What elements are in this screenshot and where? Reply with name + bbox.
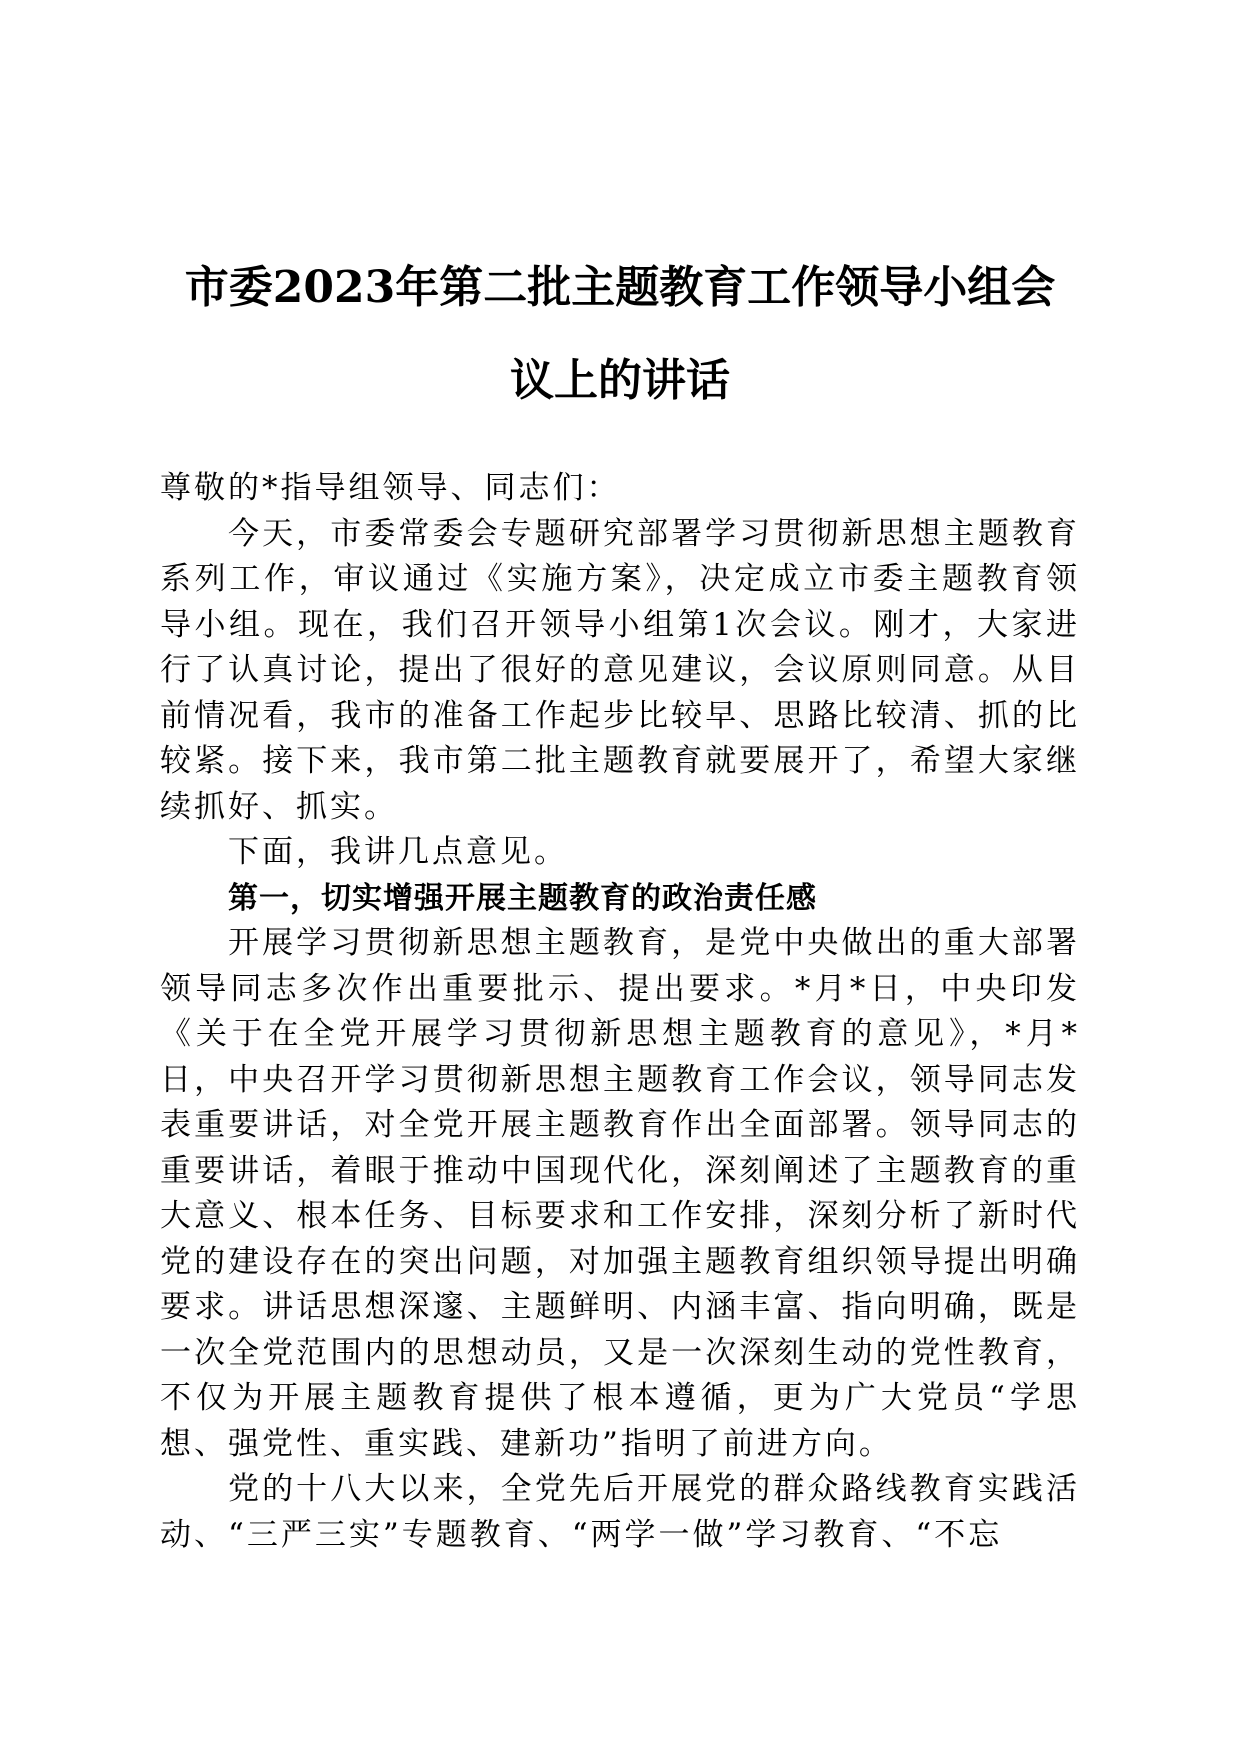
paragraph-transition: 下面，我讲几点意见。 (228, 834, 568, 870)
document-body (160, 466, 1080, 1558)
salutation: 尊敬的*指导组领导、同志们： (160, 470, 621, 506)
document-title-line-2: 议上的讲话 (510, 355, 730, 406)
paragraph-deployment: 开展学习贯彻新思想主题教育，是党中央做出的重大部署领导同志多次作出重要批示、提出要求。*月*日，中央印发《关于在全党开展学习贯彻新思想主题教育的意见》，*月*日，中央召开学习贯彻新思想主题教育工作会议，领导同志发表重要讲话，对全党开展主题教育作出全面部署。领导同志的重要讲话，着眼于推动中国现代化，深刻阐述了主题教育的重大意义、根本任务、目标要求和工作安排，深刻分析了新时代党的建设存在的突出问题，对加强主题教育组织领导提出明确要求。讲话思想深邃、主题鲜明、内涵丰富、指向明确，既是一次全党范围内的思想动员，又是一次深刻生动的党性教育，不仅为开展主题教育提供了根本遵循，更为广大党员“学思想、强党性、重实践、建新功”指明了前进方向。 (160, 925, 1080, 1462)
paragraph-history: 党的十八大以来，全党先后开展党的群众路线教育实践活动、“三严三实”专题教育、“两学一做”学习教育、“不忘 (160, 1471, 1080, 1553)
paragraph-opening: 今天，市委常委会专题研究部署学习贯彻新思想主题教育系列工作，审议通过《实施方案》，决定成立市委主题教育领导小组。现在，我们召开领导小组第1次会议。刚才，大家进行了认真讨论，提出了很好的意见建议，会议原则同意。从目前情况看，我市的准备工作起步比较早、思路比较清、抓的比较紧。接下来，我市第二批主题教育就要展开了，希望大家继续抓好、抓实。 (160, 515, 1080, 825)
section-heading-1: 第一，切实增强开展主题教育的政治责任感 (228, 880, 817, 916)
document-title-line-1: 市委2023年第二批主题教育工作领导小组会 (184, 262, 1056, 313)
